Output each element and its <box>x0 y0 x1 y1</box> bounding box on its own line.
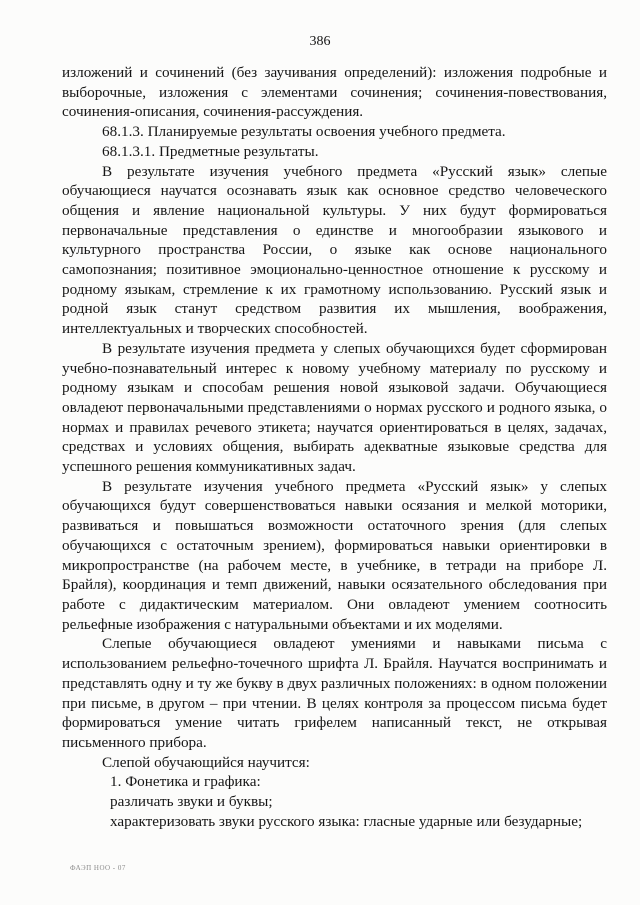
paragraph: 68.1.3. Планируемые результаты освоения учебного предмета. <box>102 123 506 141</box>
paragraph: изложений и сочинений (без заучивания определений): изложения подробные и выборочные, изложения с элементами сочинения; сочинения-повествования, сочинения-описания, сочинения-рассуждения. <box>62 64 607 121</box>
paragraph: Слепой обучающийся научится: <box>102 753 310 771</box>
footer-code: ФАЭП НОО - 07 <box>70 864 126 872</box>
page-number: 386 <box>309 34 331 49</box>
list-item: характеризовать звуки русского языка: гласные ударные или безударные; <box>110 812 583 830</box>
paragraph: В результате изучения учебного предмета «Русский язык» у слепых обучающихся будут совершенствоваться навыки осязания и мелкой моторики, развиваться и повышаться возможности остаточного зрения (для слепых обучающихся с остаточным зрением), формироваться навыки ориентировки в микропространстве (на рабочем месте, в учебнике, в тетради на приборе Л. Брайля), координация и темп движений, навыки осязательного обследования при работе с дидактическим материалом. Они овладеют умением соотносить рельефные изображения с натуральными объектами и их моделями. <box>62 477 607 633</box>
paragraph: В результате изучения предмета у слепых обучающихся будет сформирован учебно-познавательный интерес к новому учебному материалу по русскому и родному языкам и способам решения новой языковой задачи. Обучающиеся овладеют первоначальными представлениями о нормах русского и родного языка, о нормах и правилах речевого этикета; научатся ориентироваться в целях, задачах, средствах и условиях общения, выбирать адекватные языковые средства для успешного решения коммуникативных задач. <box>62 339 607 476</box>
list-item: 1. Фонетика и графика: <box>110 773 261 791</box>
paragraph: 68.1.3.1. Предметные результаты. <box>102 142 319 160</box>
list-item: различать звуки и буквы; <box>110 793 273 811</box>
paragraph: Слепые обучающиеся овладеют умениями и навыками письма с использованием рельефно-точечного шрифта Л. Брайля. Научатся воспринимать и представлять одну и ту же букву в двух различных положениях: в одном положении при письме, в другом – при чтении. В целях контроля за процессом письма будет формироваться умение читать грифелем написанный текст, не открывая письменного прибора. <box>62 635 607 751</box>
paragraph: В результате изучения учебного предмета «Русский язык» слепые обучающиеся научатся осознавать язык как основное средство человеческого общения и явление национальной культуры. У них будут формироваться первоначальные представления о единстве и многообразии языкового и культурного пространства России, о языке как основе национального самопознания; позитивное эмоционально-ценностное отношение к русскому и родному языкам, стремление к их грамотному использованию. Русский язык и родной язык станут средством развития их мышления, воображения, интеллектуальных и творческих способностей. <box>62 162 607 338</box>
document-body <box>62 63 607 831</box>
